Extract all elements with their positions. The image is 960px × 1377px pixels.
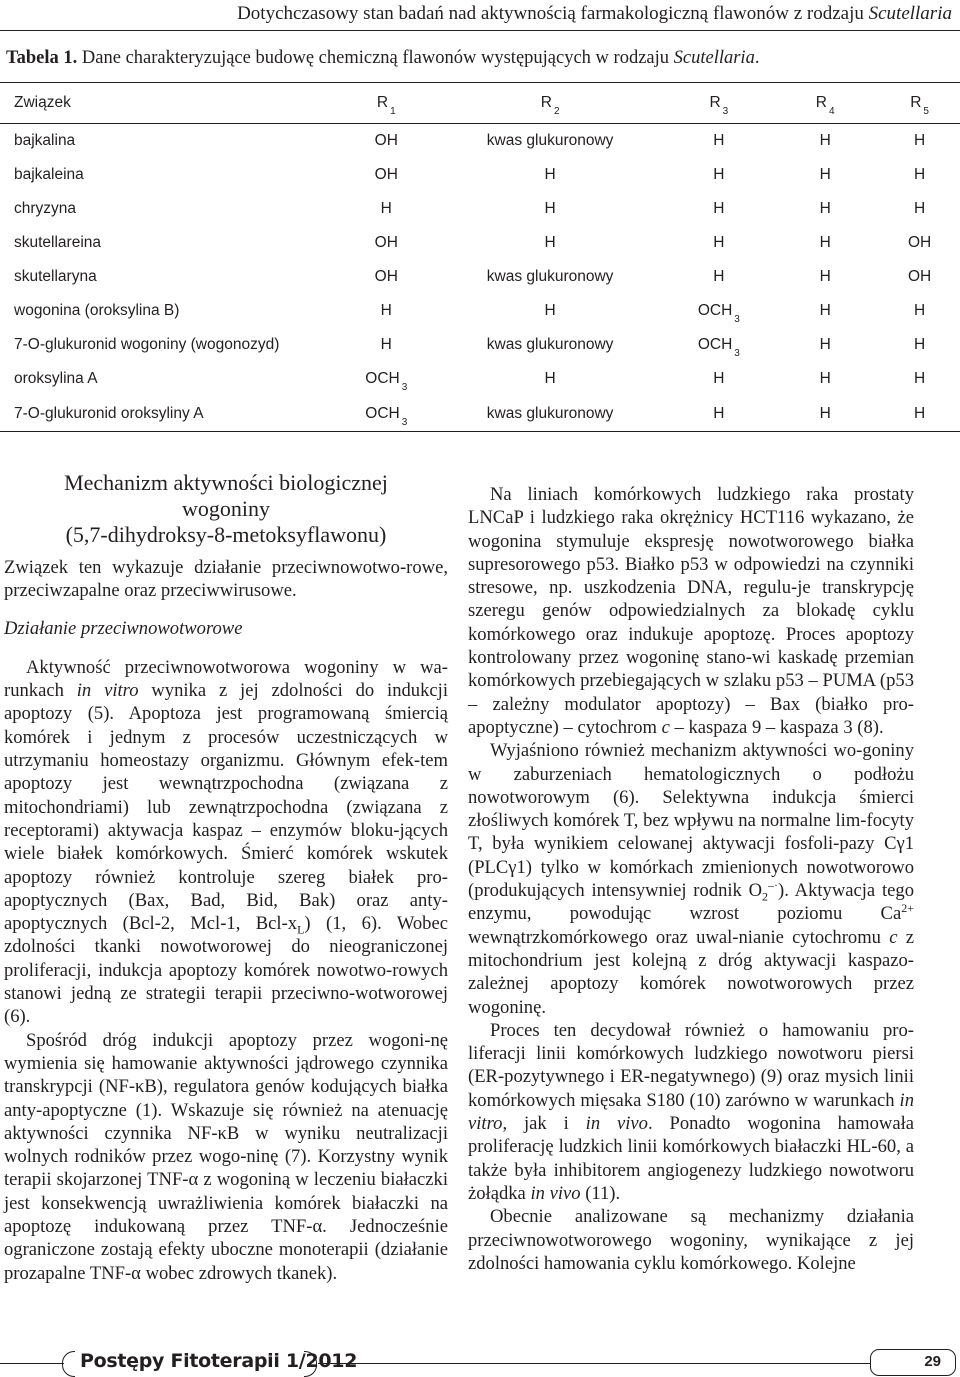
header-rule bbox=[0, 30, 960, 31]
p3-italic-c: c bbox=[661, 716, 670, 738]
compound-name-cell: chryzyna bbox=[14, 200, 77, 217]
p3-text-b: – kaspaza 9 – kaspaza 3 (8). bbox=[669, 716, 884, 738]
paragraph-1 bbox=[4, 656, 448, 1029]
substituent-cell: H bbox=[713, 166, 725, 183]
substituent-cell: kwas glukuronowy bbox=[486, 404, 614, 422]
substituent-cell: H bbox=[819, 166, 831, 183]
compound-name-cell: skutellareina bbox=[14, 234, 102, 251]
compound-name-cell: 7-O-glukuronid wogoniny (wogonozyd) bbox=[14, 336, 280, 353]
p5-text-b: , jak i bbox=[502, 1113, 586, 1135]
footer-rule-mid bbox=[318, 1363, 870, 1364]
p5-in-vitro: in vitro bbox=[468, 1089, 914, 1135]
p4-sub-2: 2 bbox=[762, 889, 769, 904]
substituent-cell: H bbox=[914, 302, 926, 319]
substituent-cell: H bbox=[544, 302, 556, 319]
compound-name-cell: wogonina (oroksylina B) bbox=[14, 302, 180, 319]
p4-text-b: ). Aktywacja tego enzymu, powodując wzrost poziomu Ca bbox=[468, 880, 914, 925]
p1-in-vitro: in vitro bbox=[76, 680, 139, 702]
substituent-cell: OH bbox=[374, 234, 398, 251]
p5-text-c: . Ponadto wogonina hamowała proliferację ludzkich linii komórkowych białaczki HL-60, a także była inhibitorem angiogenezy ludzkiego nowotworu żołądka bbox=[468, 1113, 914, 1204]
substituent-cell: H bbox=[819, 268, 831, 285]
substituent-cell: H bbox=[544, 234, 556, 251]
p5-in-vivo-2: in vivo bbox=[530, 1182, 581, 1204]
substituent-cell: H bbox=[914, 166, 926, 183]
header-cell: $R_4$ bbox=[815, 94, 835, 117]
substituent-cell: H bbox=[380, 302, 392, 319]
table-row bbox=[0, 124, 960, 159]
table-bottom-rule bbox=[0, 431, 960, 432]
section-title-line3: (5,7-dihydroksy-8-metoksyflawonu) bbox=[65, 522, 387, 547]
compound-name-cell: bajkaleina bbox=[14, 166, 84, 183]
footer-bracket-left bbox=[62, 1351, 75, 1377]
compound-name-cell: 7-O-glukuronid oroksyliny A bbox=[14, 404, 204, 422]
substituent-cell: H bbox=[914, 200, 926, 217]
table-row bbox=[0, 294, 960, 328]
header-cell: $R_1$ bbox=[376, 94, 396, 117]
table-caption bbox=[6, 46, 956, 70]
running-head bbox=[237, 2, 952, 26]
paragraph-3 bbox=[468, 483, 914, 739]
substituent-cell: H bbox=[819, 200, 831, 217]
table-header-row bbox=[0, 83, 960, 124]
p5-text-d: (11). bbox=[580, 1182, 621, 1204]
table-row bbox=[0, 192, 960, 226]
substituent-cell: kwas glukuronowy bbox=[486, 268, 614, 285]
section-intro: Związek ten wykazuje działanie przeciwnowotwo-rowe, przeciwzapalne oraz przeciwwirusowe. bbox=[4, 557, 448, 602]
substituent-cell: OH bbox=[374, 268, 398, 285]
p4-sup-radical: –· bbox=[768, 877, 779, 892]
table-row bbox=[0, 158, 960, 192]
compound-name-cell: bajkalina bbox=[14, 132, 76, 149]
substituent-cell: OH bbox=[374, 132, 398, 149]
substituent-cell: H bbox=[380, 200, 392, 217]
substituent-cell: H bbox=[914, 336, 926, 353]
caption-end: . bbox=[754, 48, 760, 68]
substituent-cell: H bbox=[544, 166, 556, 183]
journal-title: Postępy Fitoterapii 1/2012 bbox=[80, 1350, 358, 1372]
substituent-cell: kwas glukuronowy bbox=[486, 336, 614, 353]
running-head-genus: Scutellaria bbox=[868, 3, 952, 24]
p4-text-c: wewnątrzkomórkowego oraz uwal-nianie cytochromu bbox=[468, 926, 890, 948]
substituent-cell: H bbox=[819, 302, 831, 319]
substituent-cell: $OCH_3$ bbox=[697, 336, 740, 359]
header-cell: $R_2$ bbox=[540, 94, 560, 117]
substituent-cell: H bbox=[713, 268, 725, 285]
table-label: Tabela 1. bbox=[6, 48, 78, 68]
substituent-cell: OH bbox=[907, 268, 932, 285]
header-cell: Związek bbox=[14, 94, 71, 111]
compound-name-cell: oroksylina A bbox=[14, 370, 98, 387]
substituent-cell: H bbox=[713, 132, 725, 149]
substituent-cell: H bbox=[544, 370, 556, 387]
page-footer bbox=[0, 1347, 960, 1377]
p4-sup-charge: 2+ bbox=[901, 901, 914, 916]
p5-in-vivo: in vivo bbox=[585, 1113, 648, 1135]
p5-text-a: Proces ten decydował również o hamowaniu pro-liferacji linii komórkowych ludzkiego nowotworu piersi (ER-pozytywnego i ER-negatywnego) (9) oraz mysich linii komórkowych mięsaka S180 (10) zarówno w warunkach bbox=[468, 1019, 914, 1111]
paragraph-6: Obecnie analizowane są mechanizmy działania przeciwnowotworowego wogoniny, wynikające z jej zdolności hamowania cyklu komórkowego. Kolejne bbox=[468, 1206, 914, 1274]
footer-rule-left bbox=[0, 1363, 64, 1364]
header-cell: $R_3$ bbox=[709, 94, 729, 117]
substituent-cell: H bbox=[713, 200, 725, 217]
substituent-cell: H bbox=[713, 234, 725, 251]
substituent-cell: $OCH_3$ bbox=[365, 404, 408, 428]
substituent-cell: H bbox=[713, 404, 725, 422]
section-title-line1: Mechanizm aktywności biologicznej bbox=[64, 470, 388, 495]
substituent-cell: OH bbox=[374, 166, 398, 183]
substituent-cell: H bbox=[380, 336, 392, 353]
substituent-cell: H bbox=[819, 336, 831, 353]
substituent-cell: H bbox=[819, 404, 831, 422]
substituent-cell: H bbox=[914, 132, 926, 149]
substituent-cell: H bbox=[914, 370, 926, 387]
substituent-cell: H bbox=[819, 370, 831, 387]
paragraph-5 bbox=[468, 1019, 914, 1205]
compound-table bbox=[0, 82, 960, 432]
flavone-table bbox=[0, 83, 960, 431]
paragraph-2: Spośród dróg indukcji apoptozy przez wogoni-nę wymienia się hamowanie aktywności jądrowego czynnika transkrypcji (NF-κB), regulatora genów kodujących białka anty-apoptyczne (1). Wskazuje się również na atenuację aktywności czynnika NF-κB w wyniku neutralizacji wolnych rodników przez wogo-ninę (7). Korzystny wynik terapii skojarzonej TNF-α z wogoniną w leczeniu białaczki jest konsekwencją uwrażliwienia komórek białaczki na apoptozę indukowaną przez TNF-α. Jednocześnie ograniczone zostają efekty uboczne monoterapii (działanie prozapalne TNF-α wobec zdrowych tkanek). bbox=[4, 1029, 448, 1284]
running-head-text: Dotychczasowy stan badań nad aktywnością farmakologiczną flawonów z rodzaju bbox=[237, 3, 869, 24]
left-column bbox=[4, 470, 448, 1285]
table-row bbox=[0, 260, 960, 294]
substituent-cell: kwas glukuronowy bbox=[486, 132, 614, 149]
section-title bbox=[4, 470, 448, 548]
section-title-line2: wogoniny bbox=[182, 496, 270, 521]
right-column bbox=[468, 483, 914, 1275]
substituent-cell: H bbox=[819, 234, 831, 251]
header-cell: $R_5$ bbox=[910, 94, 929, 117]
p1-text-b: wynika z jej zdolności do indukcji apoptozy (5). Apoptoza jest programowaną śmiercią komórek i jednym z procesów uczestniczących w utrzymaniu homeostazy organizmu. Głównym efek-tem apoptozy jest wewnątrzpochodna (związana z mitochondriami) lub zewnątrzpochodna (związana z receptorami) aktywacja kaspaz – enzymów bloku-jących wiele białek komórkowych. Śmierć komórek wskutek apoptozy również kontroluje szereg białek pro-apoptycznych (Bax, Bad, Bid, Bak) oraz anty-apoptycznych (Bcl-2, Mcl-1, Bcl-x bbox=[4, 680, 448, 935]
p3-text-a: Na liniach komórkowych ludzkiego raka prostaty LNCaP i ludzkiego raka okrężnicy HCT116 wykazano, że wogonina stymuluje ekspresję nowotworowego białka supresorowego p53. Białko p53 w odpowiedzi na czynniki stresowe, np. uszkodzenia DNA, regulu-je transkrypcję szeregu genów odpowiedzialnych za blokadę cyklu komórkowego oraz indukuje apoptozę. Proces apoptozy kontrolowany przez wogoninę stano-wi kaskadę przemian komórkowych przebiegających w szlaku p53 – PUMA (p53 – zależny modulator apoptozy) – Bax (białko pro-apoptyczne) – cytochrom bbox=[468, 484, 914, 738]
table-row bbox=[0, 362, 960, 396]
table-body bbox=[0, 124, 960, 432]
paragraph-4 bbox=[468, 739, 914, 1019]
table-row bbox=[0, 396, 960, 431]
subheading: Działanie przeciwnowotworowe bbox=[4, 617, 243, 639]
p1-text-c: ) (1, 6). Wobec zdolności tkanki nowotworowej do nieograniczonej proliferacji, indukcja apoptozy komórek nowotwo-rowych stanowi jedną ze strategii terapii przeciwno-wotworowej (6). bbox=[4, 913, 448, 1028]
substituent-cell: H bbox=[713, 370, 725, 387]
compound-name-cell: skutellaryna bbox=[14, 268, 97, 285]
substituent-cell: OH bbox=[907, 234, 932, 251]
p4-text-d: z mitochondrium jest kolejną z dróg aktywacji kaspazo-zależnej apoptozy komórek nowotworowych przez wogoninę. bbox=[468, 926, 914, 1018]
substituent-cell: H bbox=[544, 200, 556, 217]
p4-text-a: Wyjaśniono również mechanizm aktywności wo-goniny w zaburzeniach hematologicznych o podłożu nowotworowym (6). Selektywna indukcja śmierci złośliwych komórek T, bez wpływu na normalne lim-focyty T, była wynikiem celowanej aktywacji fosfoli-pazy Cγ1 (PLCγ1) tylko w komórkach zmienionych nowotworowo (produkujących intensywniej rodnik O bbox=[468, 740, 914, 902]
substituent-cell: H bbox=[914, 404, 926, 422]
page-number: 29 bbox=[870, 1349, 956, 1376]
caption-genus: Scutellaria bbox=[673, 48, 755, 68]
substituent-cell: $OCH_3$ bbox=[697, 302, 740, 325]
table-row bbox=[0, 328, 960, 362]
substituent-cell: H bbox=[819, 132, 831, 149]
caption-text: Dane charakteryzujące budowę chemiczną flawonów występujących w rodzaju bbox=[77, 48, 674, 68]
substituent-cell: $OCH_3$ bbox=[365, 370, 408, 393]
table-row bbox=[0, 226, 960, 260]
p1-text-a: Aktywność przeciwnowotworowa wogoniny w wa-runkach bbox=[4, 656, 448, 702]
p1-sub-l: L bbox=[297, 922, 305, 937]
p4-italic-c: c bbox=[889, 926, 898, 948]
